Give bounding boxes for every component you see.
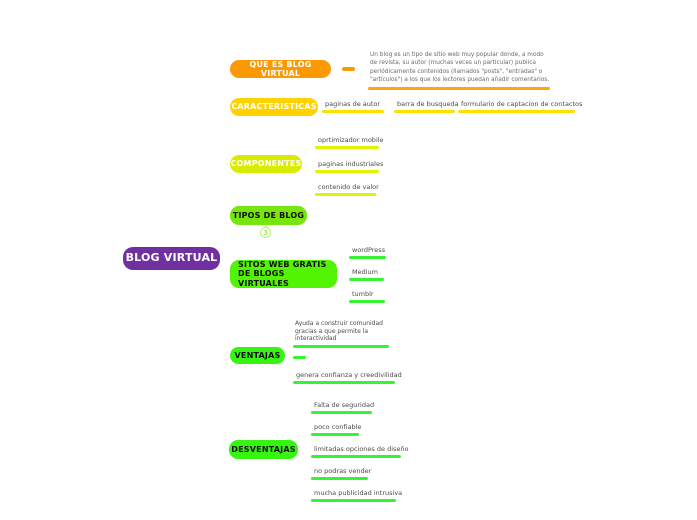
definition-text: Un blog es un tipo de sitio web muy popular donde, a modo de revista, su autor (muchas veces un particular) publica periódicamente contenidos (llamados "posts", "entradas" o "artículos") a los que los lectores puedan añadir comentarios. [370,52,550,84]
topic-genera-confianza[interactable]: genera confianza y creedivilidad [293,371,395,384]
node-caracteristicas-label: CARACTERISTICAS [231,102,317,112]
node-blog-virtual-label: BLOG VIRTUAL [125,251,218,265]
topic-tumblr[interactable]: tumblr [349,290,385,303]
topic-wordpress[interactable]: wordPress [349,246,386,259]
node-desventajas-label: DESVENTAJAS [231,444,296,454]
topic-que-es-definition[interactable] [368,51,550,90]
topic-underline [311,433,359,436]
topic-underline [458,110,575,113]
node-blog-virtual[interactable] [123,247,220,270]
topic-medium[interactable]: Medium [349,268,384,281]
topic-underline [349,300,385,303]
topic-underline [311,411,372,414]
topic-underline [394,110,455,113]
topic-formulario-captacion[interactable]: formulario de captacion de contactos [458,100,575,113]
topic-underline [322,110,384,113]
topic-paginas-industriales[interactable]: paginas industriales [315,160,379,173]
topic-underline [293,345,389,348]
node-ventajas-label: VENTAJAS [234,350,281,360]
node-tipos-label: TIPOS DE BLOG [232,210,305,220]
topic-falta-de-seguridad[interactable]: Falta de seguridad [311,401,372,414]
topic-poco-confiable[interactable]: poco confiable [311,423,359,436]
topic-underline [349,278,384,281]
topic-underline [293,356,306,359]
collapsed-count-badge[interactable] [260,227,271,238]
node-sitos-web-gratis[interactable] [230,260,337,288]
topic-paginas-de-autor[interactable]: paginas de autor [322,100,384,113]
topic-empty[interactable] [293,356,306,359]
topic-ayuda-comunidad[interactable]: Ayuda a construir comunidad gracias a que permite la interactividad [293,320,389,348]
connector-dash [342,67,355,71]
topic-underline [315,170,379,173]
node-que-es-label: QUE ES BLOG VIRTUAL [249,59,312,78]
node-tipos-de-blog[interactable] [230,206,307,225]
topic-contenido-de-valor[interactable]: contenido de valor [315,183,376,196]
node-ventajas[interactable] [230,347,285,364]
topic-underline [293,381,395,384]
topic-underline [315,146,379,149]
topic-underline [311,477,368,480]
topic-underline [311,499,396,502]
topic-no-podras-vender[interactable]: no podras vender [311,467,368,480]
topic-underline [311,455,401,458]
topic-mucha-publicidad[interactable]: mucha publicidad intrusiva [311,489,396,502]
topic-underline [368,87,550,90]
collapsed-count: 3 [263,229,268,237]
node-desventajas[interactable] [229,440,298,459]
node-componentes-label: COMPONENTES [230,159,302,169]
topic-optimizador-mobile[interactable]: oprtimizador mobile [315,136,379,149]
topic-underline [315,193,376,196]
topic-limitadas-opciones[interactable]: limitadas opciones de diseño [311,445,401,458]
topic-barra-de-busqueda[interactable]: barra de busqueda [394,100,455,113]
node-que-es-blog-virtual[interactable] [230,60,331,78]
topic-underline [349,256,386,259]
node-componentes[interactable] [230,155,302,173]
node-sitos-label: SITOS WEB GRATIS DE BLOGS VIRTUALES [238,260,327,288]
node-caracteristicas[interactable] [230,98,318,116]
